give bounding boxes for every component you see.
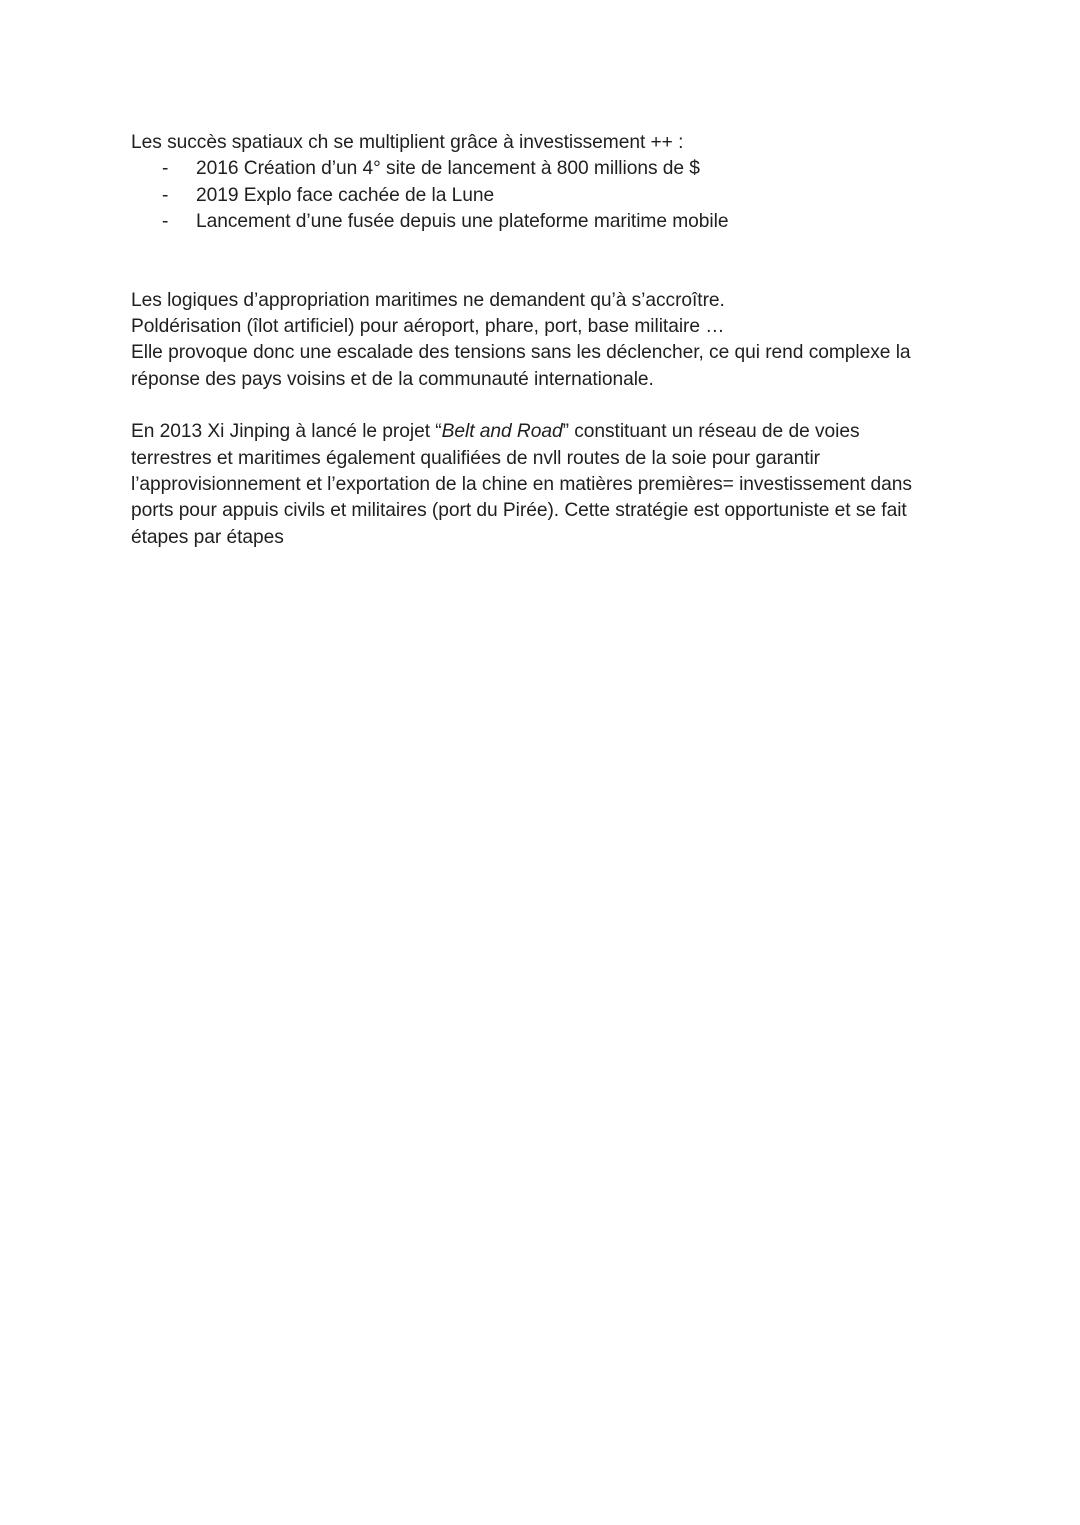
section2-line: réponse des pays voisins et de la communauté internationale.	[131, 368, 654, 390]
bullet-dash: -	[162, 184, 169, 206]
section3-line: l’approvisionnement et l’exportation de la chine en matières premières= investissement dans	[131, 474, 912, 496]
section2-line: Elle provoque donc une escalade des tensions sans les déclencher, ce qui rend complexe la	[131, 342, 911, 364]
project-name: Belt and Road	[441, 421, 563, 443]
document-body	[131, 130, 971, 551]
list-item	[131, 183, 971, 209]
section3-text-after: ” constituant un réseau de de voies	[562, 421, 860, 443]
paragraph-spacer	[131, 393, 971, 419]
bullet-dash: -	[162, 211, 169, 233]
section3-text-before: En 2013 Xi Jinping à lancé le projet “	[131, 421, 442, 443]
section3-line: ports pour appuis civils et militaires (port du Pirée). Cette stratégie est opportuniste et se fait	[131, 500, 907, 522]
paragraph-spacer	[131, 236, 971, 288]
bullet-list	[131, 156, 971, 235]
bullet-dash: -	[162, 158, 169, 180]
section3-line: étapes par étapes	[131, 526, 284, 548]
list-item-text: 2019 Explo face cachée de la Lune	[196, 184, 495, 206]
section3-line-first	[131, 419, 971, 445]
section2-line: Poldérisation (îlot artificiel) pour aéroport, phare, port, base militaire …	[131, 316, 725, 338]
list-item-text: Lancement d’une fusée depuis une plateforme maritime mobile	[196, 211, 729, 233]
section1-intro: Les succès spatiaux ch se multiplient grâce à investissement ++ :	[131, 132, 684, 153]
list-item	[131, 156, 971, 182]
section2-line: Les logiques d’appropriation maritimes ne demandent qu’à s’accroître.	[131, 289, 725, 311]
section3-line: terrestres et maritimes également qualifiées de nvll routes de la soie pour garantir	[131, 447, 821, 469]
list-item-text: 2016 Création d’un 4° site de lancement à 800 millions de $	[196, 158, 700, 180]
list-item	[131, 209, 971, 235]
